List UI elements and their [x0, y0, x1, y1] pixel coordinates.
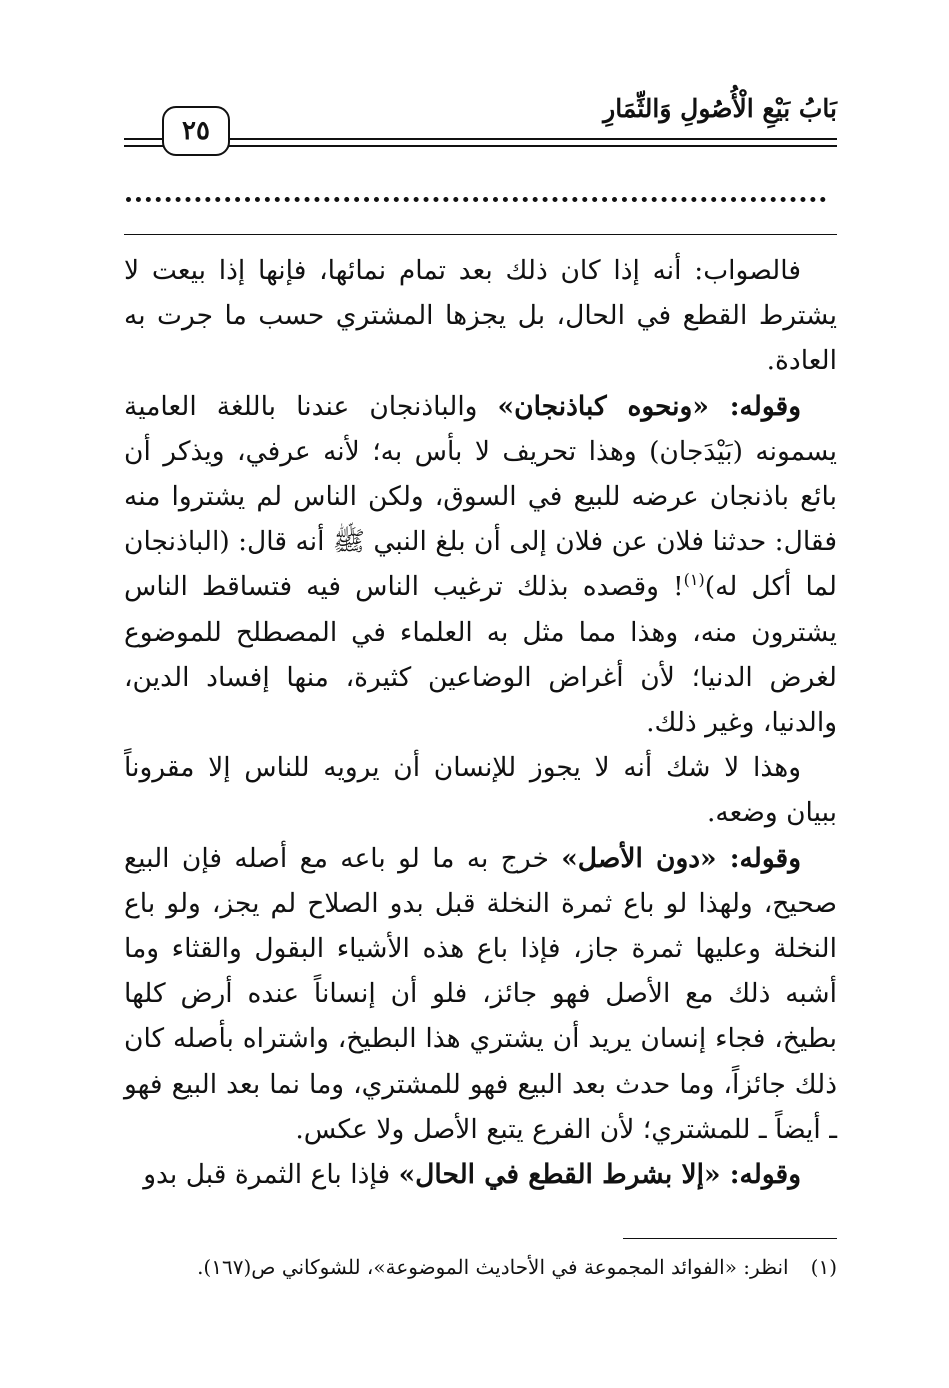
header-rule	[124, 145, 166, 147]
paragraph-text: خرج به ما لو باعه مع أصله فإن البيع صحيح، ولهذا لو باع ثمرة النخلة قبل بدو الصلاح لم يجز، ولو باع النخلة وعليها ثمرة جاز، فإذا باع هذه الأشياء البقول والقثاء وما أشبه ذلك مع الأصل فهو جائز، فلو أن إنساناً عنده أرض كلها بطيخ، فجاء إنسان يريد أن يشتري هذا البطيخ، واشتراه بأصله كان ذلك جائزاً، وما حدث بعد البيع فهو للمشتري، وما نما بعد البيع فهو ـ أيضاً ـ للمشتري؛ لأن الفرع يتبع الأصل ولا عكس.	[124, 842, 837, 1145]
quoted-term: «دون الأصل»	[561, 842, 717, 874]
header-rule	[124, 138, 166, 140]
footnote-text: انظر: «الفوائد المجموعة في الأحاديث الموضوعة»، للشوكاني ص(١٦٧).	[197, 1255, 789, 1279]
footnote	[124, 1252, 837, 1282]
paragraph-2	[124, 384, 837, 746]
quoted-term: «ونحوه كباذنجان»	[497, 390, 709, 422]
chapter-title: بَابُ بَيْعِ الْأُصُولِ وَالثِّمَارِ	[603, 94, 837, 123]
footnote-marker[interactable]: (١)	[683, 570, 705, 590]
paragraph-lead: وقوله:	[708, 390, 801, 422]
paragraph-4	[124, 836, 837, 1152]
footnote-rule	[623, 1238, 837, 1239]
paragraph-lead: وقوله:	[716, 842, 801, 874]
header-rule	[226, 138, 837, 140]
paragraph-lead: وقوله:	[720, 1159, 801, 1191]
paragraph-5	[124, 1152, 837, 1197]
dotted-separator	[126, 197, 826, 202]
body-text	[124, 248, 837, 1197]
paragraph-text: والباذنجان عندنا باللغة العامية يسمونه (بَيْدَجان) وهذا تحريف لا بأس به؛ لأنه عرفي، ويذكر أن بائع باذنجان عرضه للبيع في السوق، ولكن الناس لم يشتروا منه فقال: حدثنا فلان عن فلان إلى أن بلغ النبي ﷺ أنه قال: (الباذنجان لما أكل له)	[124, 390, 837, 603]
page-number: ٢٥	[162, 106, 230, 156]
paragraph-text: فإذا باع الثمرة قبل بدو	[143, 1159, 399, 1191]
paragraph-text: ! وقصده بذلك ترغيب الناس فيه فتساقط الناس يشترون منه، وهذا مما مثل به العلماء في المصطلح للموضوع لغرض الدنيا؛ لأن أغراض الوضاعين كثيرة، منها إفساد الدين، والدنيا، وغير ذلك.	[124, 571, 837, 739]
paragraph-3: وهذا لا شك أنه لا يجوز للإنسان أن يرويه للناس إلا مقروناً ببيان وضعه.	[124, 752, 837, 829]
footnote-number: (١)	[810, 1255, 837, 1279]
quoted-term: «إلا بشرط القطع في الحال»	[398, 1159, 721, 1191]
paragraph-1: فالصواب: أنه إذا كان ذلك بعد تمام نمائها، فإنها إذا بيعت لا يشترط القطع في الحال، بل يجزها المشتري حسب ما جرت به العادة.	[124, 255, 837, 377]
header-rule	[226, 145, 837, 147]
section-rule	[124, 234, 837, 235]
